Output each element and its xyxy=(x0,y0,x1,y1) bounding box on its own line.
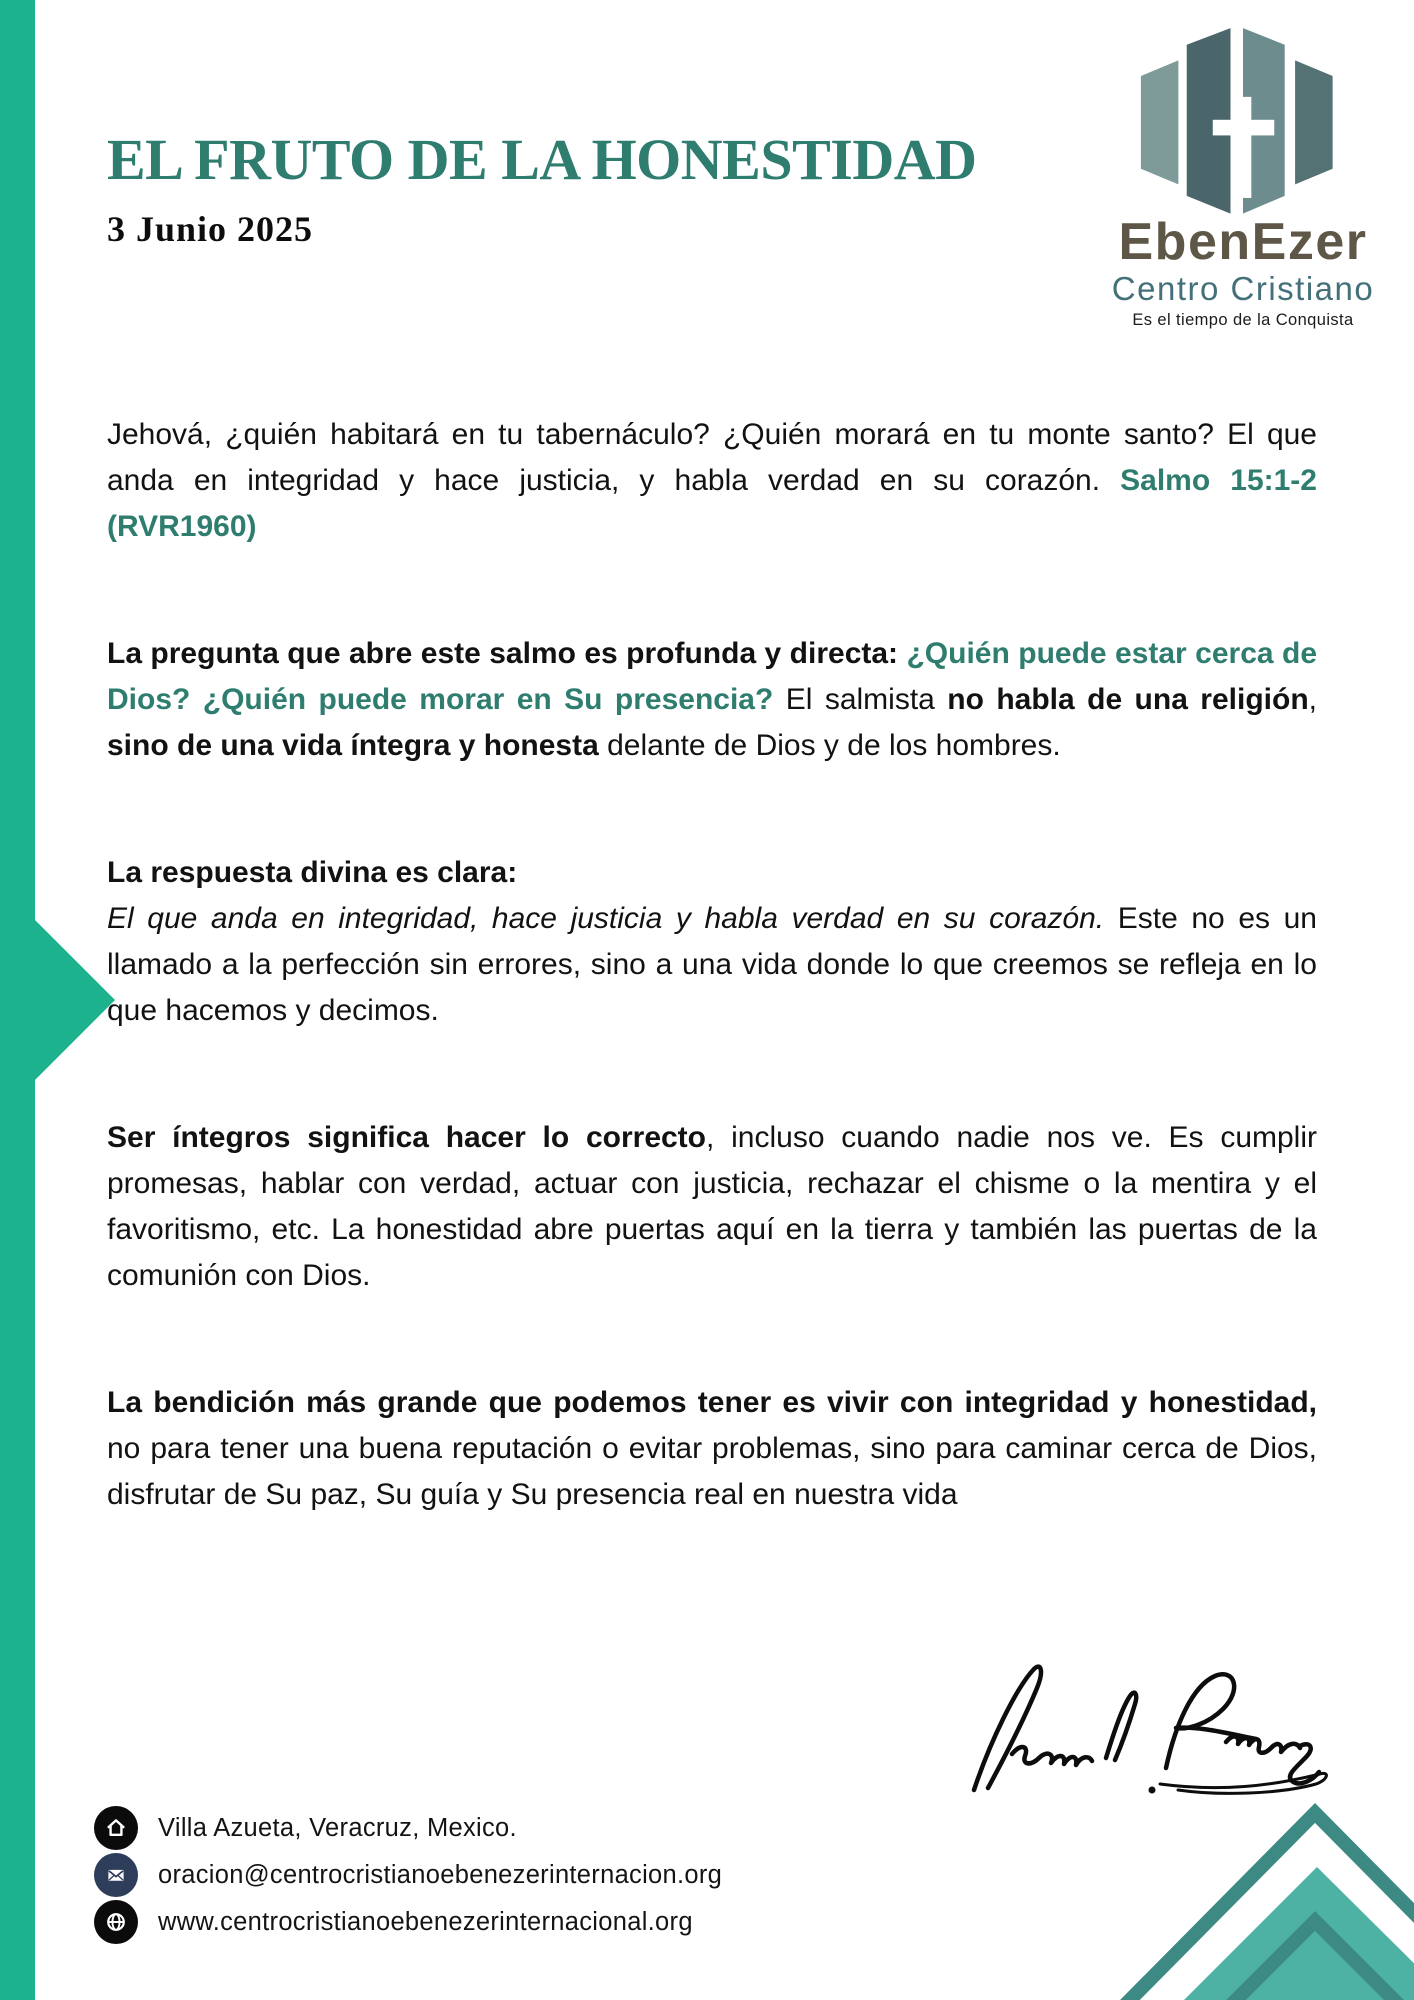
text-segment: Ser íntegros significa hacer lo correcto xyxy=(107,1121,707,1154)
home-icon xyxy=(94,1806,138,1850)
globe-icon xyxy=(94,1900,138,1944)
paragraph xyxy=(107,1115,1317,1299)
text-segment: , xyxy=(1308,683,1317,716)
footer-contact xyxy=(94,1806,722,1944)
church-logo xyxy=(1078,26,1408,330)
footer-address-row xyxy=(94,1806,722,1850)
paragraph xyxy=(107,850,1317,1034)
text-segment: La pregunta que abre este salmo es profunda y directa: xyxy=(107,637,907,670)
text-segment: no para tener una buena reputación o evitar problemas, sino para caminar cerca de Dios, disfrutar de Su paz, Su guía y Su presencia real en nuestra vida xyxy=(107,1432,1317,1511)
text-segment: sino de una vida íntegra y honesta xyxy=(107,729,599,762)
email-icon xyxy=(94,1853,138,1897)
footer-website-row xyxy=(94,1900,722,1944)
logo-tagline: Es el tiempo de la Conquista xyxy=(1132,310,1354,329)
text-segment: ¿Quién puede estar cerca de Dios? ¿Quién puede morar en Su presencia? xyxy=(107,637,1318,716)
page-date: 3 Junio 2025 xyxy=(107,209,314,249)
left-accent-bar xyxy=(0,0,35,2000)
paragraph xyxy=(107,1380,1317,1518)
chevron-fill xyxy=(1180,1867,1414,2000)
chevron-outline-inner xyxy=(1210,1921,1414,2000)
text-segment: , incluso cuando nadie nos ve. Es cumplir promesas, hablar con verdad, actuar con justicia, rechazar el chisme o la mentira y el favoritismo, etc. La honestidad abre puertas aquí en la tierra y también las puertas de la comunión con Dios. xyxy=(107,1121,1318,1292)
text-segment: no habla de una religión xyxy=(947,683,1309,716)
text-segment: El que anda en integridad, hace justicia y habla verdad en su corazón. xyxy=(107,902,1118,935)
body-text xyxy=(107,412,1317,1599)
logo-name: EbenEzer xyxy=(1118,213,1368,271)
text-segment: El salmista xyxy=(785,683,948,716)
address-text: Villa Azueta, Veracruz, Mexico. xyxy=(158,1813,517,1842)
left-accent-arrow xyxy=(35,920,115,1080)
logo-subtitle: Centro Cristiano xyxy=(1111,270,1375,307)
text-segment: delante de Dios y de los hombres. xyxy=(598,729,1061,762)
website-text: www.centrocristianoebenezerinternacional.org xyxy=(158,1907,693,1936)
paragraph xyxy=(107,412,1317,550)
text-segment: Salmo 15:1-2 (RVR1960) xyxy=(107,464,1317,543)
open-doors-cross-icon xyxy=(1138,26,1348,224)
text-segment: Jehová, ¿quién habitará en tu tabernáculo? ¿Quién morará en tu monte santo? El que anda en integridad y hace justicia, y habla verdad en su corazón. xyxy=(107,418,1317,497)
pastor-signature xyxy=(920,1638,1340,1808)
text-segment: Este no es un llamado a la perfección sin errores, sino a una vida donde lo que creemos se refleja en lo que hacemos y decimos. xyxy=(107,902,1317,1027)
text-segment: La bendición más grande que podemos tener es vivir con integridad y honestidad, xyxy=(107,1386,1317,1419)
chevron-outline-outer xyxy=(1120,1813,1414,2000)
text-segment: La respuesta divina es clara: xyxy=(107,856,518,889)
paragraph xyxy=(107,631,1317,769)
page-title: EL FRUTO DE LA HONESTIDAD xyxy=(107,127,977,192)
email-text: oracion@centrocristianoebenezerinternacion.org xyxy=(158,1860,723,1889)
footer-email-row xyxy=(94,1853,722,1897)
